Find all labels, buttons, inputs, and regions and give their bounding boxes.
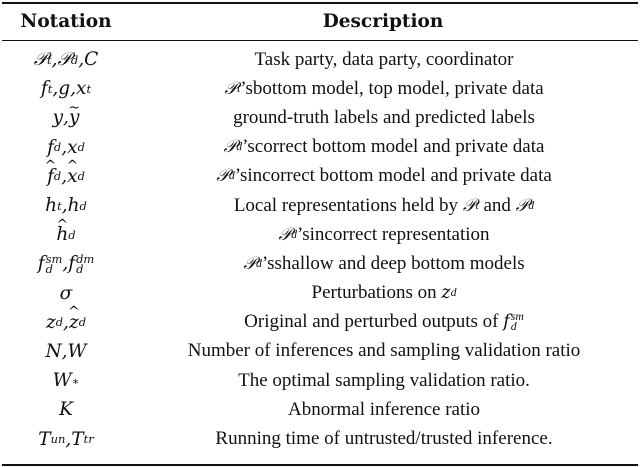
notation-cell: T un , T tr <box>38 428 94 450</box>
description-cell: Number of inferences and sampling validation ratio <box>187 340 581 362</box>
bottom-rule <box>2 464 638 466</box>
table-row <box>0 162 640 191</box>
table-row <box>0 395 640 424</box>
description-cell: Original and perturbed outputs of f sm d <box>244 309 524 334</box>
table-row <box>0 337 640 366</box>
description-cell: 𝒫 d ’s incorrect bottom model and private data <box>216 165 552 187</box>
description-cell: 𝒫 d ’s shallow and deep bottom models <box>243 252 525 274</box>
description-header: Description <box>322 11 444 32</box>
table-row <box>0 133 640 162</box>
notation-cell: ^ h d <box>2 220 130 249</box>
description-cell: Perturbations on z d <box>311 282 457 304</box>
description-cell: Local representations held by 𝒫 t and 𝒫 d <box>233 194 535 216</box>
notation-cell: σ <box>59 282 73 304</box>
table-row <box>0 249 640 278</box>
header-rule <box>2 40 638 41</box>
description-cell: 𝒫 t ’s bottom model, top model, private data <box>224 77 544 99</box>
table-row <box>0 74 640 103</box>
table-body <box>0 45 640 454</box>
notation-cell: N , W <box>45 340 87 362</box>
notation-cell: h t , h d <box>45 195 87 217</box>
table-row <box>0 191 640 220</box>
description-cell: 𝒫 d ’s incorrect representation <box>278 223 490 245</box>
table-row <box>0 103 640 132</box>
notation-cell: K <box>59 399 73 421</box>
table-row <box>0 366 640 395</box>
table-row <box>0 424 640 453</box>
notation-cell: z d , ^ z d <box>2 308 130 337</box>
description-cell: The optimal sampling validation ratio. <box>238 369 530 391</box>
notation-cell: ^ f d , ^ x d <box>2 162 130 191</box>
table-header <box>0 4 640 40</box>
notation-cell: 𝒫 t , 𝒫 d , C <box>33 49 99 71</box>
notation-cell: f t , g , x t <box>40 78 92 100</box>
description-cell: Task party, data party, coordinator <box>254 48 514 70</box>
notation-cell: f sm d , f dm d <box>37 251 95 276</box>
notation-header: Notation <box>20 11 112 32</box>
table-row <box>0 279 640 308</box>
notation-cell: W ∗ <box>52 370 80 392</box>
table-row <box>0 308 640 337</box>
description-cell: Abnormal inference ratio <box>287 398 481 420</box>
description-cell: ground-truth labels and predicted labels <box>233 106 535 128</box>
notation-cell: f d , x d <box>47 136 85 158</box>
description-cell: 𝒫 d ’s correct bottom model and private data <box>223 136 545 158</box>
notation-cell: y , ~ y <box>2 103 130 132</box>
table-row <box>0 45 640 74</box>
table-row <box>0 220 640 249</box>
description-cell: Running time of untrusted/trusted inference. <box>215 428 553 450</box>
